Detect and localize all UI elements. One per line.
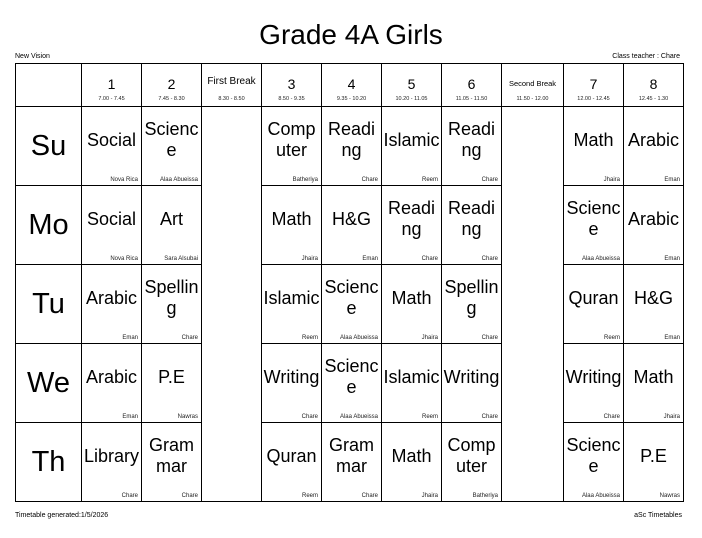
break-cell: [202, 265, 262, 344]
lesson-teacher: Sara Alsubai: [164, 256, 198, 262]
lesson-teacher: Eman: [362, 256, 378, 262]
period-time: 11.50 - 12.00: [516, 96, 549, 102]
period-number: 5: [407, 76, 416, 92]
lesson-cell[interactable]: [82, 186, 142, 265]
lesson-teacher: Chare: [181, 335, 198, 341]
lesson-subject: Math: [573, 129, 614, 150]
day-cell: [16, 423, 82, 502]
period-number: 8: [649, 76, 658, 92]
class-teacher: Class teacher : Chare: [612, 53, 680, 60]
lesson-teacher: Jhaira: [421, 493, 438, 499]
lesson-cell[interactable]: [142, 107, 202, 186]
lesson-teacher: Alaa Abueissa: [159, 177, 198, 183]
period-header: [564, 64, 624, 107]
lesson-subject: Islamic: [383, 366, 440, 387]
break-cell: [202, 107, 262, 186]
day-name: Su: [30, 129, 67, 162]
lesson-cell[interactable]: [382, 423, 442, 502]
lesson-cell[interactable]: [442, 186, 502, 265]
lesson-teacher: Eman: [122, 414, 138, 420]
break-cell: [202, 344, 262, 423]
lesson-subject: P.E: [158, 366, 185, 387]
school-name: New Vision: [15, 53, 50, 60]
lesson-subject: Computer: [447, 435, 496, 476]
lesson-teacher: Alaa Abueissa: [339, 335, 378, 341]
lesson-teacher: Eman: [122, 335, 138, 341]
lesson-cell[interactable]: [564, 186, 624, 265]
lesson-teacher: Nova Rica: [110, 256, 138, 262]
lesson-teacher: Jhaira: [421, 335, 438, 341]
lesson-cell[interactable]: [624, 344, 684, 423]
lesson-teacher: Chare: [361, 493, 378, 499]
day-cell: [16, 186, 82, 265]
lesson-subject: Science: [324, 277, 379, 318]
break-cell: [502, 186, 564, 265]
day-row: [16, 265, 684, 344]
period-number: 4: [347, 76, 356, 92]
lesson-cell[interactable]: [382, 265, 442, 344]
lesson-teacher: Chare: [481, 256, 498, 262]
lesson-subject: Social: [86, 208, 137, 229]
lesson-cell[interactable]: [624, 107, 684, 186]
period-header: [82, 64, 142, 107]
period-time: 12.45 - 1.30: [638, 96, 669, 102]
lesson-teacher: Nawras: [177, 414, 198, 420]
lesson-subject: Islamic: [263, 287, 320, 308]
lesson-cell[interactable]: [382, 186, 442, 265]
lesson-cell[interactable]: [442, 265, 502, 344]
day-row: [16, 107, 684, 186]
lesson-subject: Reading: [387, 198, 436, 239]
period-number: 1: [107, 76, 116, 92]
lesson-subject: Math: [633, 366, 674, 387]
day-cell: [16, 107, 82, 186]
lesson-teacher: Chare: [181, 493, 198, 499]
lesson-subject: Writing: [565, 366, 622, 387]
period-number: 6: [467, 76, 476, 92]
lesson-cell[interactable]: [322, 186, 382, 265]
day-row: [16, 423, 684, 502]
lesson-teacher: Reem: [603, 335, 620, 341]
lesson-cell[interactable]: [82, 423, 142, 502]
break-cell: [502, 344, 564, 423]
lesson-subject: Math: [391, 445, 432, 466]
lesson-cell[interactable]: [624, 265, 684, 344]
period-time: 11.05 - 11.50: [455, 96, 488, 102]
lesson-teacher: Jhaira: [603, 177, 620, 183]
lesson-cell[interactable]: [82, 265, 142, 344]
lesson-subject: Arabic: [85, 366, 138, 387]
lesson-subject: Reading: [447, 119, 496, 160]
period-number: 2: [167, 76, 176, 92]
lesson-subject: Quran: [568, 287, 619, 308]
lesson-teacher: Chare: [481, 335, 498, 341]
lesson-cell[interactable]: [262, 186, 322, 265]
generated-date: Timetable generated:1/5/2026: [15, 512, 109, 519]
lesson-teacher: Jhaira: [663, 414, 680, 420]
lesson-cell[interactable]: [142, 186, 202, 265]
period-time: 10.20 - 11.05: [395, 96, 428, 102]
break-cell: [502, 265, 564, 344]
period-number: 3: [287, 76, 296, 92]
break-cell: [502, 423, 564, 502]
lesson-teacher: Alaa Abueissa: [581, 493, 620, 499]
period-header: [322, 64, 382, 107]
period-header: [142, 64, 202, 107]
lesson-subject: Reading: [327, 119, 376, 160]
period-time: 8.30 - 8.50: [218, 96, 245, 102]
lesson-cell[interactable]: [442, 344, 502, 423]
lesson-subject: Computer: [267, 119, 316, 160]
lesson-teacher: Chare: [481, 177, 498, 183]
lesson-cell[interactable]: [564, 344, 624, 423]
lesson-subject: Spelling: [444, 277, 499, 318]
lesson-cell[interactable]: [382, 344, 442, 423]
lesson-cell[interactable]: [262, 344, 322, 423]
lesson-cell[interactable]: [624, 186, 684, 265]
lesson-subject: Library: [83, 445, 140, 466]
lesson-teacher: Chare: [481, 414, 498, 420]
page-title: Grade 4A Girls: [259, 19, 443, 50]
lesson-teacher: Nawras: [659, 493, 680, 499]
lesson-cell[interactable]: [322, 107, 382, 186]
lesson-teacher: Reem: [421, 177, 438, 183]
lesson-cell[interactable]: [82, 107, 142, 186]
lesson-subject: Writing: [443, 366, 500, 387]
lesson-subject: Social: [86, 129, 137, 150]
lesson-cell[interactable]: [382, 107, 442, 186]
lesson-teacher: Chare: [421, 256, 438, 262]
lesson-cell[interactable]: [564, 107, 624, 186]
lesson-subject: Science: [324, 356, 379, 397]
day-row: [16, 186, 684, 265]
lesson-cell[interactable]: [322, 423, 382, 502]
lesson-teacher: Chare: [603, 414, 620, 420]
lesson-teacher: Chare: [361, 177, 378, 183]
period-time: 7.00 - 7.45: [98, 96, 125, 102]
lesson-teacher: Jhaira: [301, 256, 318, 262]
lesson-teacher: Reem: [421, 414, 438, 420]
lesson-subject: Science: [566, 435, 621, 476]
lesson-subject: Math: [391, 287, 432, 308]
lesson-subject: Islamic: [383, 129, 440, 150]
lesson-cell[interactable]: [442, 107, 502, 186]
period-header: [442, 64, 502, 107]
period-time: 8.50 - 9.35: [278, 96, 305, 102]
lesson-subject: Grammar: [149, 435, 194, 476]
lesson-subject: P.E: [640, 445, 667, 466]
lesson-teacher: Alaa Abueissa: [339, 414, 378, 420]
break-header: [202, 64, 262, 107]
lesson-cell[interactable]: [564, 265, 624, 344]
timetable: [15, 63, 684, 502]
lesson-subject: Science: [566, 198, 621, 239]
break-header: [502, 64, 564, 107]
lesson-subject: Art: [159, 208, 183, 229]
lesson-cell[interactable]: [262, 423, 322, 502]
lesson-cell[interactable]: [142, 423, 202, 502]
lesson-subject: Spelling: [144, 277, 199, 318]
lesson-cell[interactable]: [82, 344, 142, 423]
day-cell: [16, 265, 82, 344]
lesson-subject: Reading: [447, 198, 496, 239]
lesson-subject: Arabic: [627, 208, 680, 229]
period-header: [262, 64, 322, 107]
lesson-teacher: Reem: [301, 335, 318, 341]
lesson-subject: Writing: [263, 366, 320, 387]
lesson-teacher: Eman: [664, 335, 680, 341]
day-cell: [16, 344, 82, 423]
day-name: We: [27, 366, 70, 399]
lesson-cell[interactable]: [262, 265, 322, 344]
day-row: [16, 344, 684, 423]
lesson-teacher: Eman: [664, 177, 680, 183]
lesson-subject: Quran: [266, 445, 317, 466]
lesson-cell[interactable]: [262, 107, 322, 186]
lesson-teacher: Reem: [301, 493, 318, 499]
day-name: Th: [31, 445, 66, 478]
period-number: 7: [589, 76, 598, 92]
break-cell: [202, 423, 262, 502]
day-name: Tu: [32, 287, 65, 320]
lesson-subject: Math: [271, 208, 312, 229]
period-header: [624, 64, 684, 107]
lesson-cell[interactable]: [142, 344, 202, 423]
corner-cell: [16, 64, 82, 107]
lesson-cell[interactable]: [442, 423, 502, 502]
break-cell: [502, 107, 564, 186]
period-time: 9.35 - 10.20: [336, 96, 367, 102]
lesson-teacher: Alaa Abueissa: [581, 256, 620, 262]
lesson-subject: Arabic: [85, 287, 138, 308]
period-header: [382, 64, 442, 107]
software-credit: aSc Timetables: [634, 512, 682, 519]
lesson-subject: Science: [144, 119, 199, 160]
lesson-teacher: Chare: [301, 414, 318, 420]
break-cell: [202, 186, 262, 265]
lesson-cell[interactable]: [322, 344, 382, 423]
break-label: First Break: [207, 76, 256, 87]
lesson-cell[interactable]: [564, 423, 624, 502]
lesson-subject: Arabic: [627, 129, 680, 150]
lesson-cell[interactable]: [142, 265, 202, 344]
lesson-subject: Grammar: [329, 435, 374, 476]
lesson-cell[interactable]: [624, 423, 684, 502]
lesson-teacher: Nova Rica: [110, 177, 138, 183]
lesson-cell[interactable]: [322, 265, 382, 344]
lesson-teacher: Batheriya: [472, 493, 498, 499]
break-label: Second Break: [508, 79, 557, 88]
lesson-teacher: Chare: [121, 493, 138, 499]
header-row: [16, 64, 684, 107]
lesson-subject: H&G: [633, 287, 673, 308]
day-name: Mo: [28, 208, 69, 241]
lesson-subject: H&G: [331, 208, 371, 229]
period-time: 12.00 - 12.45: [577, 96, 610, 102]
lesson-teacher: Batheriya: [292, 177, 318, 183]
period-time: 7.45 - 8.30: [158, 96, 185, 102]
lesson-teacher: Eman: [664, 256, 680, 262]
